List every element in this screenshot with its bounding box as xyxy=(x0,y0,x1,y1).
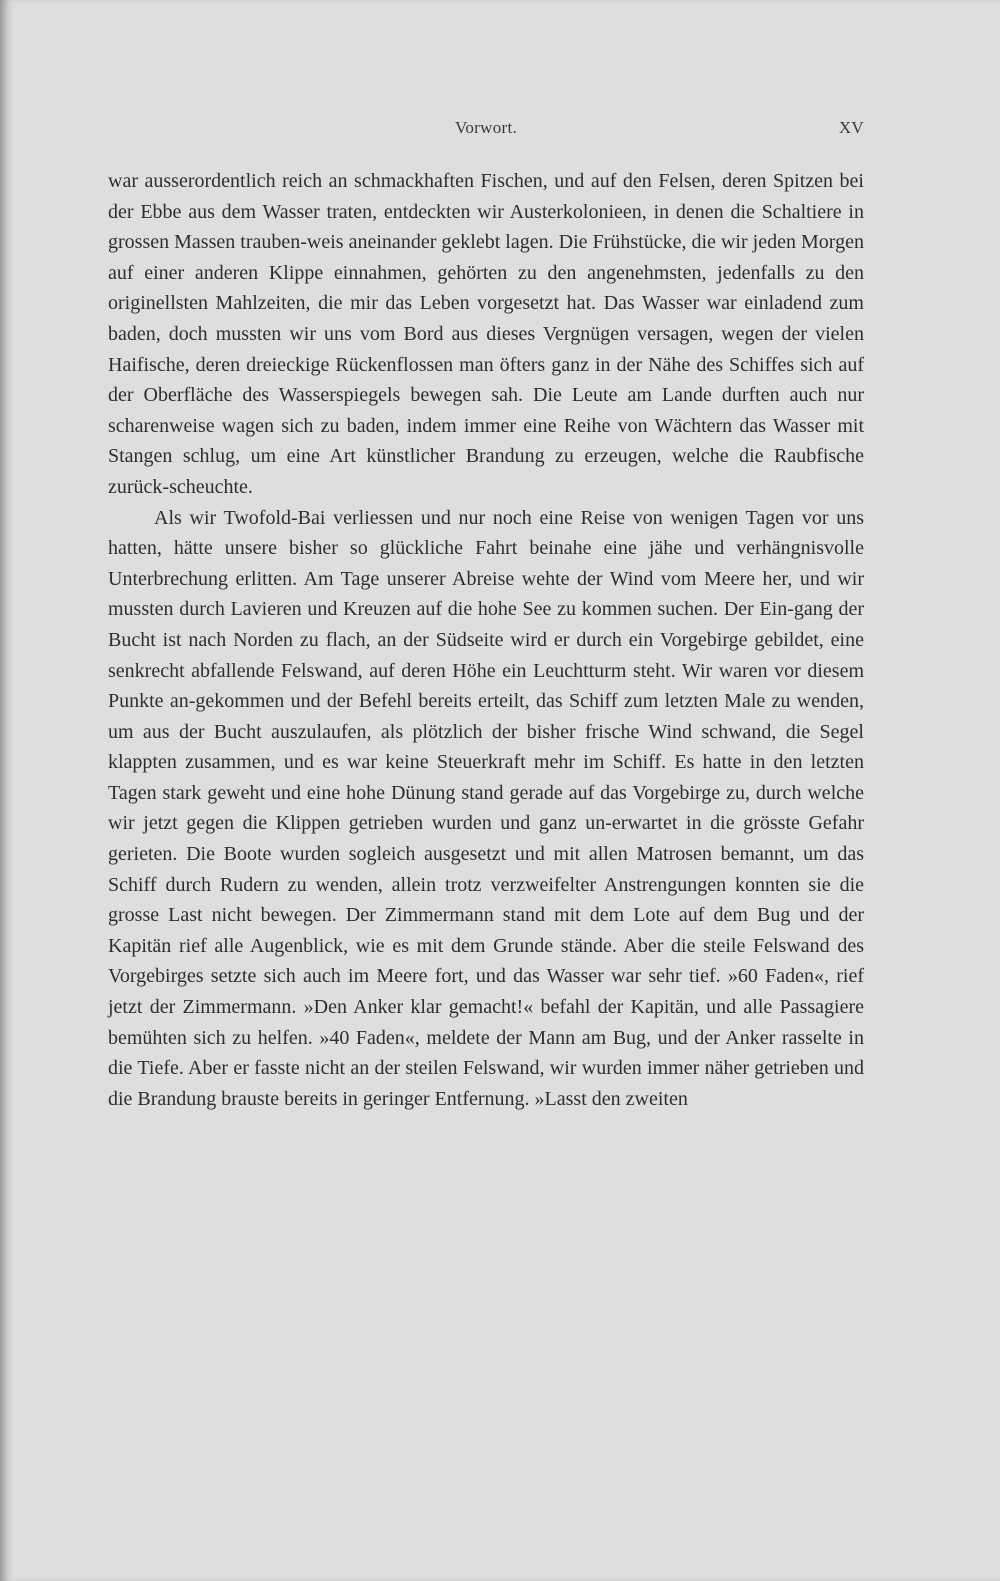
paragraph: Als wir Twofold-Bai verliessen und nur noch eine Reise von wenigen Tagen vor uns hatten, hätte unsere bisher so glückliche Fahrt beinahe eine jähe und verhängnisvolle Unterbrechung erlitten. Am Tage unserer Abreise wehte der Wind vom Meere her, und wir mussten durch Lavieren und Kreuzen auf die hohe See zu kommen suchen. Der Ein-gang der Bucht ist nach Norden zu flach, an der Südseite wird er durch ein Vorgebirge gebildet, eine senkrecht abfallende Felswand, auf deren Höhe ein Leuchtturm steht. Wir waren vor diesem Punkte an-gekommen und der Befehl bereits erteilt, das Schiff zum letzten Male zu wenden, um aus der Bucht auszulaufen, als plötzlich der bisher frische Wind schwand, die Segel klappten zusammen, und es war keine Steuerkraft mehr im Schiff. Es hatte in den letzten Tagen stark geweht und eine hohe Dünung stand gerade auf das Vorgebirge zu, durch welche wir jetzt gegen die Klippen getrieben wurden und ganz un-erwartet in die grösste Gefahr gerieten. Die Boote wurden sogleich ausgesetzt und mit allen Matrosen bemannt, um das Schiff durch Rudern zu wenden, allein trotz verzweifelter Anstrengungen konnten sie die grosse Last nicht bewegen. Der Zimmermann stand mit dem Lote auf dem Bug und der Kapitän rief alle Augenblick, wie es mit dem Grunde stände. Aber die steile Felswand des Vorgebirges setzte sich auch im Meere fort, und das Wasser war sehr tief. »60 Faden«, rief jetzt der Zimmermann. »Den Anker klar gemacht!« befahl der Kapitän, und alle Passagiere bemühten sich zu helfen. »40 Faden«, meldete der Mann am Bug, und der Anker rasselte in die Tiefe. Aber er fasste nicht an der steilen Felswand, wir wurden immer näher getrieben und die Brandung brauste bereits in geringer Entfernung. »Lasst den zweiten xyxy=(108,506,864,1110)
body-text xyxy=(108,166,864,1114)
paragraph-continued: war ausserordentlich reich an schmackhaften Fischen, und auf den Felsen, deren Spitzen bei der Ebbe aus dem Wasser traten, entdeckten wir Austerkolonieen, in denen die Schaltiere in grossen Massen trauben-weis aneinander geklebt lagen. Die Frühstücke, die wir jeden Morgen auf einer anderen Klippe einnahmen, gehörten zu den angenehmsten, jedenfalls zu den originellsten Mahlzeiten, die mir das Leben vorgesetzt hat. Das Wasser war einladend zum baden, doch mussten wir uns vom Bord aus dieses Vergnügen versagen, wegen der vielen Haifische, deren dreieckige Rückenflossen man öfters ganz in der Nähe des Schiffes sich auf der Oberfläche des Wasserspiegels bewegen sah. Die Leute am Lande durften auch nur scharenweise wagen sich zu baden, indem immer eine Reihe von Wächtern das Wasser mit Stangen schlug, um eine Art künstlicher Brandung zu erzeugen, welche die Raubfische zurück-scheuchte. xyxy=(108,170,864,498)
page-header xyxy=(108,118,864,142)
page-number: XV xyxy=(838,118,864,137)
running-head: Vorwort. xyxy=(454,118,518,137)
